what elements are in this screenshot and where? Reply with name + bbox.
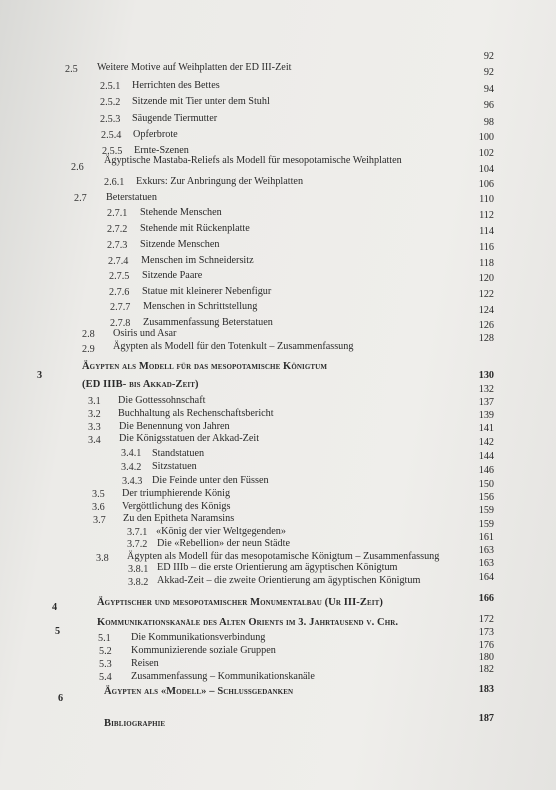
entry-title: Ägypten als Modell für den Totenkult – Zusammenfassung	[113, 341, 354, 352]
section-number: 3.4.1	[121, 448, 142, 459]
entry-title: Zu den Epitheta Naramsins	[123, 513, 235, 524]
entry-title: «König der vier Weltgegenden»	[156, 526, 286, 537]
entry-title: Menschen im Schneidersitz	[141, 255, 254, 266]
section-number: 2.6.1	[104, 177, 125, 188]
page-number: 92	[483, 51, 494, 62]
section-number: 3.4.3	[122, 476, 143, 487]
entry-title: Menschen in Schrittstellung	[143, 301, 258, 312]
entry-title: Sitzende mit Tier unter dem Stuhl	[132, 96, 270, 107]
section-number: 2.5.1	[100, 81, 121, 92]
page-number: 126	[478, 320, 494, 331]
page-number: 163	[478, 545, 494, 556]
entry-title: Die Kommunikationsverbindung	[131, 632, 266, 643]
bibliography-title: Bibliographie	[104, 718, 166, 729]
page-number: 120	[478, 273, 494, 284]
entry-title: Die Gottessohnschaft	[118, 395, 206, 406]
section-number: 3.8	[96, 553, 109, 564]
page-number: 156	[478, 492, 494, 503]
page-number: 106	[478, 179, 494, 190]
entry-title: Reisen	[131, 658, 159, 669]
entry-title: Statue mit kleinerer Nebenfigur	[142, 286, 272, 297]
page-number: 180	[478, 652, 494, 663]
section-number: 2.6	[71, 162, 84, 173]
entry-title: Die Königsstatuen der Akkad-Zeit	[119, 433, 260, 444]
page-number: 96	[483, 100, 494, 111]
page-number: 141	[478, 423, 494, 434]
entry-title: Stehende mit Rückenplatte	[140, 223, 250, 234]
section-number: 3.7.2	[127, 539, 148, 550]
page-number: 94	[483, 84, 494, 95]
section-number: 2.7.2	[107, 224, 128, 235]
page-number: 150	[478, 479, 494, 490]
chapter-number: 3	[37, 370, 43, 381]
section-number: 3.7.1	[127, 527, 148, 538]
page-number: 144	[478, 451, 494, 462]
page-number: 187	[478, 713, 494, 724]
page-number: 173	[478, 627, 494, 638]
section-number: 3.4.2	[121, 462, 142, 473]
section-number: 3.2	[88, 409, 101, 420]
chapter-title-continued: (ED IIIB- bis Akkad-Zeit)	[82, 379, 199, 390]
section-number: 5.2	[99, 646, 112, 657]
page-number: 112	[479, 210, 494, 221]
section-number: 2.7.4	[108, 256, 129, 267]
entry-title: Buchhaltung als Rechenschaftsbericht	[118, 408, 274, 419]
section-number: 3.8.2	[128, 577, 149, 588]
section-number: 2.5.2	[100, 97, 121, 108]
entry-title: Zusammenfassung – Kommunikationskanäle	[131, 671, 315, 682]
chapter-number: 5	[55, 626, 61, 637]
page-number: 139	[478, 410, 494, 421]
entry-title: Standstatuen	[152, 448, 205, 459]
section-number: 2.8	[82, 329, 95, 340]
entry-title: Beterstatuen	[106, 192, 157, 203]
section-number: 2.7	[74, 193, 87, 204]
page-number: 124	[478, 305, 494, 316]
page-number: 116	[479, 242, 494, 253]
page-number: 163	[478, 558, 494, 569]
entry-title: Osiris und Asar	[113, 328, 177, 339]
entry-title: Sitzende Menschen	[140, 239, 220, 250]
section-number: 2.7.8	[110, 318, 131, 329]
section-number: 3.4	[88, 435, 101, 446]
section-number: 3.3	[88, 422, 101, 433]
entry-title: Kommunizierende soziale Gruppen	[131, 645, 276, 656]
page-number: 159	[478, 505, 494, 516]
page-number: 114	[479, 226, 494, 237]
section-number: 3.1	[88, 396, 101, 407]
page-number: 172	[478, 614, 494, 625]
page-number: 130	[478, 370, 494, 381]
entry-title: Opferbrote	[133, 129, 178, 140]
page-number: 161	[478, 532, 494, 543]
page-number: 182	[478, 664, 494, 675]
page-number: 98	[483, 117, 494, 128]
entry-title: Weitere Motive auf Weihplatten der ED III-Zeit	[97, 62, 292, 73]
chapter-title: Ägypten als Modell für das mesopotamische Königtum	[82, 361, 328, 372]
section-number: 3.8.1	[128, 564, 149, 575]
section-number: 2.5.5	[102, 146, 123, 157]
page-number: 102	[478, 148, 494, 159]
chapter-number: 6	[58, 693, 64, 704]
page-number: 100	[478, 132, 494, 143]
entry-title: Die Feinde unter den Füssen	[152, 475, 269, 486]
section-number: 3.5	[92, 489, 105, 500]
page-number: 183	[478, 684, 494, 695]
section-number: 2.5.4	[101, 130, 122, 141]
entry-title: Ernte-Szenen	[134, 145, 189, 156]
chapter-title: Ägyptischer und mesopotamischer Monumentalbau (Ur III-Zeit)	[97, 597, 383, 608]
page-number: 132	[478, 384, 494, 395]
page-number: 159	[478, 519, 494, 530]
entry-title: ED IIIb – die erste Orientierung am ägyptischen Königtum	[157, 562, 398, 573]
page-number: 142	[478, 437, 494, 448]
chapter-number: 4	[52, 602, 58, 613]
chapter-title: Ägypten als «Modell» – Schlussgedanken	[104, 686, 294, 697]
page-number: 164	[478, 572, 494, 583]
section-number: 2.9	[82, 344, 95, 355]
section-number: 2.5	[65, 64, 78, 75]
entry-title: Stehende Menschen	[140, 207, 222, 218]
entry-title: Die Benennung von Jahren	[119, 421, 230, 432]
section-number: 5.4	[99, 672, 112, 683]
entry-title: Die «Rebellion» der neun Städte	[157, 538, 290, 549]
entry-title: Säugende Tiermutter	[132, 113, 218, 124]
section-number: 2.5.3	[100, 114, 121, 125]
section-number: 2.7.6	[109, 287, 130, 298]
page-number: 166	[478, 593, 494, 604]
page-number: 176	[478, 640, 494, 651]
section-number: 5.3	[99, 659, 112, 670]
page-number: 104	[478, 164, 494, 175]
page-number: 137	[478, 397, 494, 408]
section-number: 5.1	[98, 633, 111, 644]
entry-title: Vergöttlichung des Königs	[122, 501, 231, 512]
entry-title: Ägyptische Mastaba-Reliefs als Modell für mesopotamische Weihplatten	[104, 155, 402, 166]
page-number: 146	[478, 465, 494, 476]
page-number: 122	[478, 289, 494, 300]
entry-title: Sitzende Paare	[142, 270, 203, 281]
page-number: 128	[478, 333, 494, 344]
chapter-title: Kommunikationskanäle des Alten Orients im 3. Jahrtausend v. Chr.	[97, 617, 399, 628]
entry-title: Ägypten als Modell für das mesopotamische Königtum – Zusammenfassung	[127, 551, 440, 562]
entry-title: Exkurs: Zur Anbringung der Weihplatten	[136, 176, 304, 187]
section-number: 2.7.5	[109, 271, 130, 282]
entry-title: Akkad-Zeit – die zweite Orientierung am ägyptischen Königtum	[157, 575, 421, 586]
section-number: 3.7	[93, 515, 106, 526]
entry-title: Der triumphierende König	[122, 488, 231, 499]
page-number: 92	[483, 67, 494, 78]
entry-title: Herrichten des Bettes	[132, 80, 220, 91]
page-number: 110	[479, 194, 494, 205]
entry-title: Sitzstatuen	[152, 461, 197, 472]
section-number: 2.7.7	[110, 302, 131, 313]
section-number: 2.7.1	[107, 208, 128, 219]
page-number: 118	[479, 258, 494, 269]
section-number: 2.7.3	[107, 240, 128, 251]
section-number: 3.6	[92, 502, 105, 513]
entry-title: Zusammenfassung Beterstatuen	[143, 317, 273, 328]
